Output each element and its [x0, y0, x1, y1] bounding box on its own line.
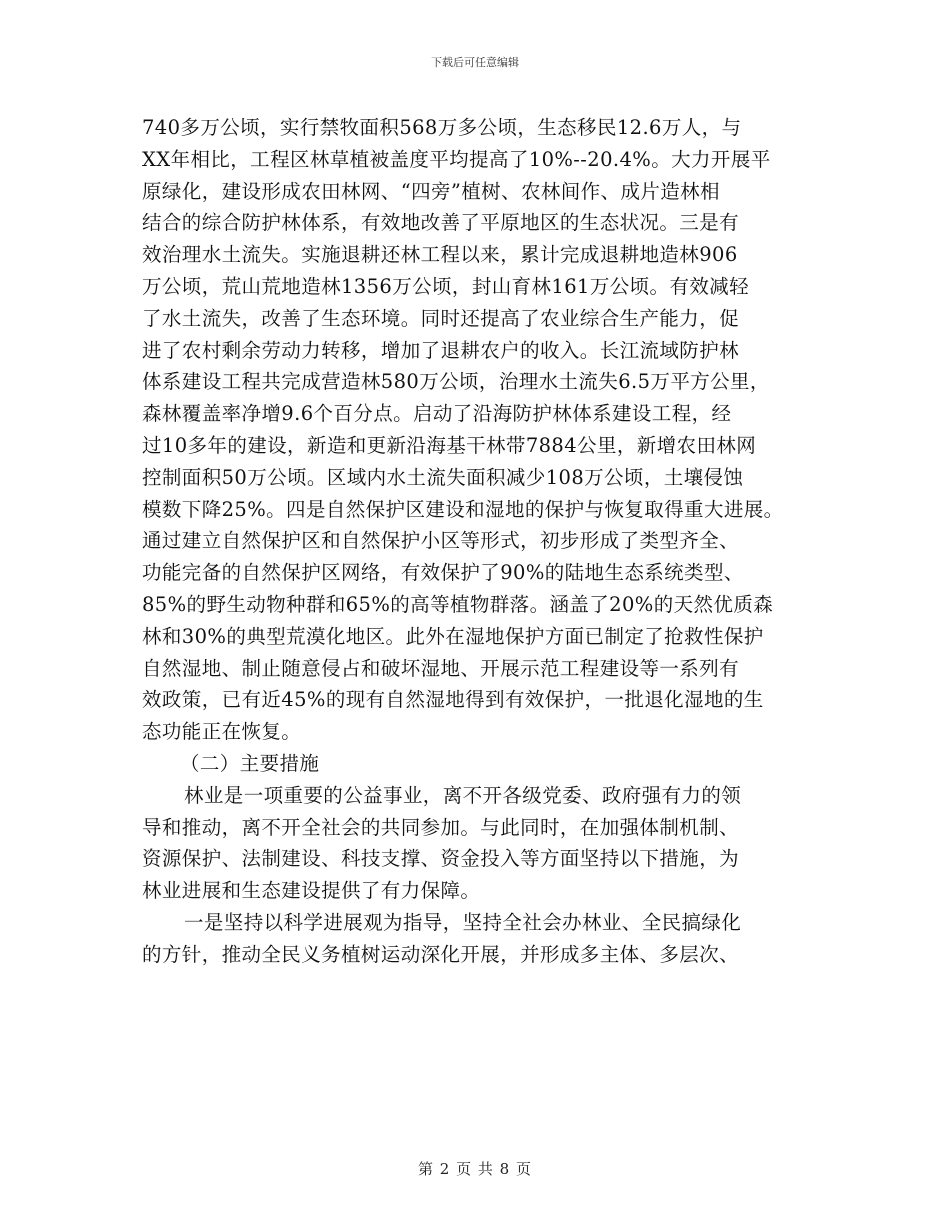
text-line: 万公顷，荒山荒地造林1356万公顷，封山育林161万公顷。有效减轻	[142, 274, 750, 298]
text-line: 原绿化，建设形成农田林网、“四旁”植树、农林间作、成片造林相	[142, 179, 720, 203]
text-line: 85%的野生动物种群和65%的高等植物群落。涵盖了20%的天然优质森	[142, 592, 774, 616]
text-line: 功能完备的自然保护区网络，有效保护了90%的陆地生态系统类型、	[142, 561, 744, 585]
document-body	[142, 112, 832, 971]
page-footer: 第 2 页 共 8 页	[418, 1160, 532, 1178]
text-line: 资源保护、法制建设、科技支撑、资金投入等方面坚持以下措施，为	[142, 847, 740, 871]
text-line: 了水土流失，改善了生态环境。同时还提高了农业综合生产能力，促	[142, 306, 740, 330]
text-line: 效政策，已有近45%的现有自然湿地得到有效保护，一批退化湿地的生	[142, 688, 764, 712]
paragraph-start: 一是坚持以科学进展观为指导，坚持全社会办林业、全民搞绿化	[184, 910, 742, 934]
text-line: 效治理水土流失。实施退耕还林工程以来，累计完成退耕地造林906	[142, 243, 738, 267]
text-line: 740多万公顷，实行禁牧面积568万多公顷，生态移民12.6万人，与	[142, 116, 742, 139]
text-line: 体系建设工程共完成营造林580万公顷，治理水土流失6.5万平方公里，	[142, 370, 770, 394]
text-line: 导和推动，离不开全社会的共同参加。与此同时，在加强体制机制、	[142, 815, 740, 839]
paragraph-start: 林业是一项重要的公益事业，离不开各级党委、政府强有力的领	[184, 783, 742, 807]
text-line: 进了农村剩余劳动力转移，增加了退耕农户的收入。长江流域防护林	[142, 338, 740, 362]
text-line: 态功能正在恢复。	[142, 720, 302, 744]
text-line: 通过建立自然保护区和自然保护小区等形式，初步形成了类型齐全、	[142, 529, 740, 553]
page-header: 下载后可任意编辑	[431, 56, 519, 69]
text-line: 过10多年的建设，新造和更新沿海基干林带7884公里，新增农田林网	[142, 433, 757, 457]
text-line: 森林覆盖率净增9.6个百分点。启动了沿海防护林体系建设工程，经	[142, 402, 732, 426]
text-line: 模数下降25%。四是自然保护区建设和湿地的保护与恢复取得重大进展。	[142, 497, 784, 521]
text-line: 结合的综合防护林体系，有效地改善了平原地区的生态状况。三是有	[142, 211, 740, 235]
text-line: 的方针，推动全民义务植树运动深化开展，并形成多主体、多层次、	[142, 942, 740, 966]
text-line: 林业进展和生态建设提供了有力保障。	[142, 879, 481, 903]
text-line: 林和30%的典型荒漠化地区。此外在湿地保护方面已制定了抢救性保护	[142, 624, 764, 648]
text-line: 控制面积50万公顷。区域内水土流失面积减少108万公顷，土壤侵蚀	[142, 465, 744, 489]
text-line: XX年相比，工程区林草植被盖度平均提高了10%--20.4%。大力开展平	[142, 147, 771, 171]
section-heading: （二）主要措施	[180, 751, 320, 775]
text-line: 自然湿地、制止随意侵占和破坏湿地、开展示范工程建设等一系列有	[142, 656, 740, 680]
